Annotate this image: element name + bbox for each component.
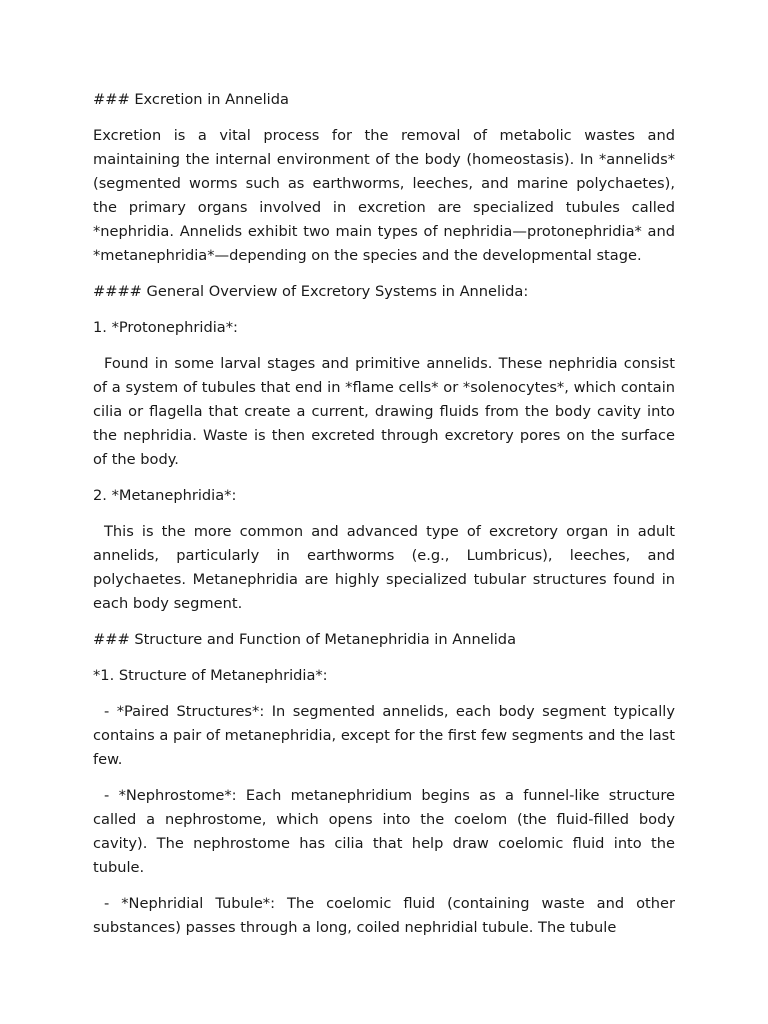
document-page (93, 88, 675, 952)
heading-structure: ### Structure and Function of Metanephridia in Annelida (93, 631, 517, 648)
intro-paragraph: Excretion is a vital process for the removal of metabolic wastes and maintaining the internal environment of the body (homeostasis). In *annelids* (segmented worms such as earthworms, leeches, and marine polychaetes), the primary organs involved in excretion are specialized tubules called *nephridia. Annelids exhibit two main types of nephridia—protonephridia* and *metanephridia*—depending on the species and the developmental stage. (93, 127, 675, 264)
heading-overview: #### General Overview of Excretory Systems in Annelida: (93, 283, 529, 300)
item2-title: 2. *Metanephridia*: (93, 487, 237, 504)
bullet-nephridial-tubule: - *Nephridial Tubule*: The coelomic fluid (containing waste and other substances) passes through a long, coiled nephridial tubule. The tubule (93, 895, 675, 936)
item2-text: This is the more common and advanced type of excretory organ in adult annelids, particularly in earthworms (e.g., Lumbricus), leeches, and polychaetes. Metanephridia are highly specialized tubular structures found in each body segment. (93, 523, 675, 612)
item1-title: 1. *Protonephridia*: (93, 319, 238, 336)
item1-text: Found in some larval stages and primitive annelids. These nephridia consist of a system of tubules that end in *flame cells* or *solenocytes*, which contain cilia or flagella that create a current, drawing fluids from the body cavity into the nephridia. Waste is then excreted through excretory pores on the surface of the body. (93, 355, 675, 468)
bullet-nephrostome: - *Nephrostome*: Each metanephridium begins as a funnel-like structure called a nephrostome, which opens into the coelom (the fluid-filled body cavity). The nephrostome has cilia that help draw coelomic fluid into the tubule. (93, 787, 675, 876)
bullet-paired-structures: - *Paired Structures*: In segmented annelids, each body segment typically contains a pair of metanephridia, except for the first few segments and the last few. (93, 703, 675, 768)
subheading-structure: *1. Structure of Metanephridia*: (93, 667, 328, 684)
heading-excretion: ### Excretion in Annelida (93, 91, 289, 108)
